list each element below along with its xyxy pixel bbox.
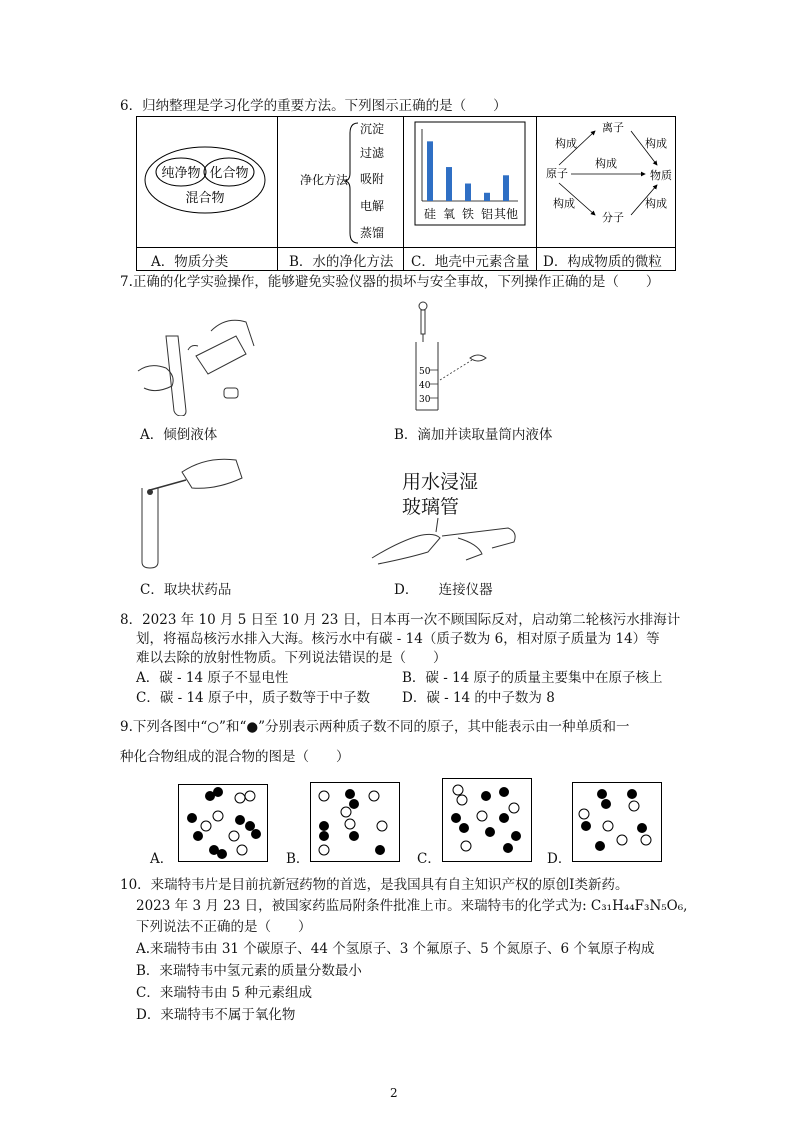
method-item: 吸附 — [360, 172, 385, 186]
atom-label: 原子 — [546, 167, 568, 180]
tick-label: 50 — [419, 367, 431, 377]
molecule-label: 分子 — [602, 211, 624, 224]
q9-stem-line1: 9.下列各图中“○”和“●”分别表示两种质子数不同的原子，其中能表示由一种单质和一 — [120, 719, 630, 735]
q6-caption-c: C．地壳中元素含量 — [411, 254, 530, 270]
bar-label-3: 铝 — [480, 207, 494, 221]
compose-label: 构成 — [645, 137, 667, 150]
q8-option-a: A．碳 - 14 原子不显电性 — [136, 670, 289, 686]
compose-label: 构成 — [555, 137, 577, 150]
q6-caption-b: B．水的净化方法 — [289, 254, 394, 270]
q8-option-b: B．碳 - 14 原子的质量主要集中在原子核上 — [402, 670, 663, 686]
crust-element-chart — [404, 117, 536, 247]
method-item: 蒸馏 — [360, 226, 385, 240]
q9-label-c: C． — [417, 851, 441, 867]
ion-label: 离子 — [602, 121, 624, 134]
q10-option-b: B．来瑞特韦中氢元素的质量分数最小 — [136, 963, 362, 979]
q9-stem-line2: 种化合物组成的混合物的图是（ ） — [120, 749, 350, 765]
pure-substance-label: 纯净物 — [161, 166, 201, 181]
q8-option-c: C．碳 - 14 原子中，质子数等于中子数 — [136, 690, 370, 706]
matter-label: 物质 — [650, 169, 672, 182]
classification-diagram — [137, 117, 277, 247]
q6-stem: 6．归纳整理是学习化学的重要方法。下列图示正确的是（ ） — [120, 98, 507, 114]
compose-label: 构成 — [645, 197, 667, 210]
bar-2 — [465, 184, 471, 201]
bar-4 — [503, 175, 509, 201]
q8-stem-line1: 8．2023 年 10 月 5 日至 10 月 23 日，日本再一次不顾国际反对，启动第二轮核污水排海计 — [120, 612, 681, 628]
pouring-liquid-illustration — [136, 316, 256, 416]
q8-stem-line3: 难以去除的放射性物质。下列说法错误的是（ ） — [136, 650, 447, 666]
tick-label: 30 — [419, 395, 431, 405]
particle-box-c — [442, 778, 532, 862]
glass-note-2: 玻璃管 — [402, 496, 460, 518]
q9-label-d: D． — [547, 851, 572, 867]
bar-0 — [427, 141, 433, 201]
block-reagent-illustration — [136, 452, 256, 570]
q8-stem-line2: 划，将福岛核污水排入大海。核污水中有碳 - 14（质子数为 6，相对原子质量为 14）等 — [136, 631, 660, 647]
q10-option-d: D．来瑞特韦不属于氧化物 — [136, 1007, 296, 1023]
cylinder-reading-illustration — [400, 298, 500, 416]
bar-label-2: 铁 — [461, 207, 475, 221]
q6-caption-d: D．构成物质的微粒 — [543, 254, 662, 270]
q10-stem-line3: 下列说法不正确的是（ ） — [136, 919, 312, 935]
purification-label: 净化方法 — [300, 173, 349, 187]
method-item: 过滤 — [360, 146, 385, 160]
q8-option-d: D．碳 - 14 的中子数为 8 — [402, 690, 555, 706]
particle-box-b — [310, 782, 400, 862]
glass-note-1: 用水浸湿 — [402, 471, 479, 493]
bar-label-0: 硅 — [423, 207, 437, 221]
compose-label: 构成 — [595, 157, 617, 170]
q7-option-b: B．滴加并读取量筒内液体 — [394, 427, 553, 443]
bar-3 — [484, 193, 490, 201]
q7-stem: 7.正确的化学实验操作，能够避免实验仪器的损坏与安全事故，下列操作正确的是（ ） — [120, 274, 660, 290]
method-item: 沉淀 — [360, 122, 385, 136]
method-item: 电解 — [360, 199, 385, 213]
eye-icon — [470, 355, 486, 361]
mixture-label: 混合物 — [185, 191, 225, 206]
q9-label-a: A． — [150, 851, 174, 867]
q10-option-a: A.来瑞特韦由 31 个碳原子、44 个氢原子、3 个氟原子、5 个氮原子、6 个氧原子构成 — [136, 941, 655, 957]
q7-option-c: C．取块状药品 — [140, 582, 232, 598]
q10-stem-line1: 10．来瑞特韦片是目前抗新冠药物的首选，是我国具有自主知识产权的原创Ⅰ类新药。 — [120, 877, 629, 893]
q7-option-d: D． 连接仪器 — [394, 582, 493, 598]
q6-table — [136, 116, 676, 271]
connecting-instrument-illustration — [368, 508, 528, 568]
particle-relation-diagram — [537, 117, 677, 247]
q7-option-a: A．倾倒液体 — [140, 427, 218, 443]
tick-label: 40 — [419, 381, 431, 391]
compound-label: 化合物 — [209, 166, 249, 181]
particle-box-a — [178, 784, 268, 862]
compose-label: 构成 — [553, 197, 575, 210]
bar-1 — [446, 167, 452, 201]
bar-label-4: 其他 — [493, 207, 519, 221]
q9-label-b: B． — [286, 851, 310, 867]
q6-caption-a: A．物质分类 — [151, 254, 229, 270]
page-number: 2 — [390, 1086, 398, 1100]
q10-option-c: C．来瑞特韦由 5 种元素组成 — [136, 985, 313, 1001]
purification-diagram — [278, 117, 403, 247]
bar-label-1: 氧 — [442, 207, 456, 221]
q10-stem-line2: 2023 年 3 月 23 日，被国家药监局附条件批准上市。来瑞特韦的化学式为: C₃₁H₄₄F₃N₅O₆, — [136, 898, 688, 914]
particle-box-d — [572, 782, 662, 862]
